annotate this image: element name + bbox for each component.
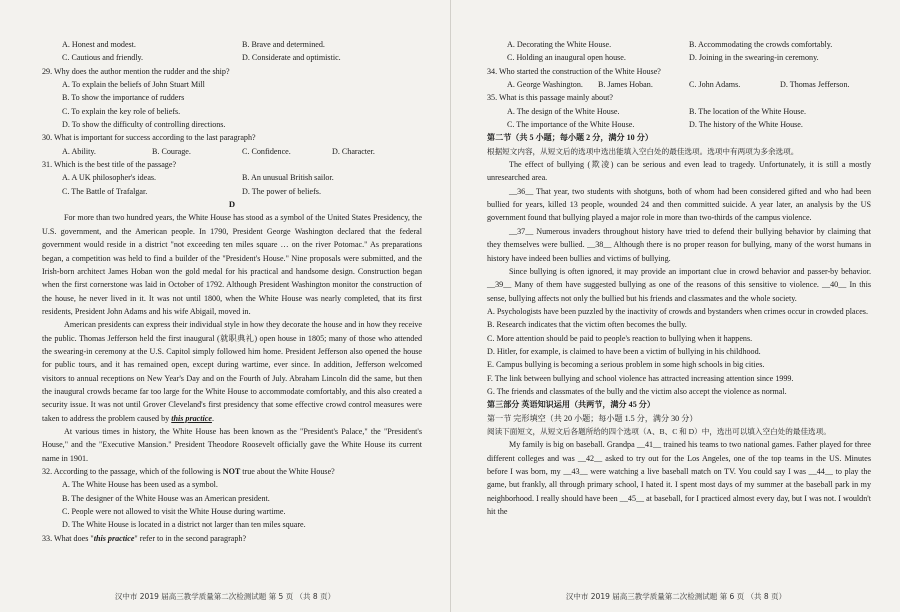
q31-stem: 31. Which is the best title of the passage?: [42, 160, 177, 170]
cloze-para4: Since bullying is often ignored, it may provide an important clue in crowd behavior and passer-by behavior. __39__ Many of them have suggested bullying as one of the reasons of this sensitive to violence. __40__ In this sense, bullying affects not only the bullied but his friends and classmates and the whole society.: [487, 266, 871, 303]
passage-d-para3: At various times in history, the White House has been known as the "President's Palace," the "President's House," and the "Executive Mansion." President Theodore Roosevelt officially gave the White House its current name in 1901.: [42, 426, 422, 463]
q34-option-d: D. Thomas Jefferson.: [780, 80, 850, 90]
part3-title: 第三部分 英语知识运用（共两节，满分 45 分）: [487, 400, 655, 410]
right-column: [487, 38, 871, 518]
q33-option-c: C. Holding an inaugural open house.: [507, 53, 626, 63]
cloze-option-b: B. Research indicates that the victim often becomes the bully.: [487, 320, 687, 330]
q32-option-b: B. The designer of the White House was an American president.: [62, 493, 270, 503]
q31-option-a: A. A UK philosopher's ideas.: [62, 173, 157, 183]
q30-stem: 30. What is important for success according to the last paragraph?: [42, 133, 256, 143]
q34-option-c: C. John Adams.: [689, 80, 741, 90]
passage-d-para2: [42, 318, 422, 425]
q33-stem-after: " refer to in the second paragraph?: [134, 533, 247, 543]
cloze-para3: __37__ Numerous invaders throughout history have tried to defend their bullying behavior by claiming that they themselves were bullied. __38__ Although there is no proper reason for bullying, many of the worst humans in history have indeed been bullies and victims of bullying.: [487, 226, 871, 263]
cloze2-passage: My family is big on baseball. Grandpa __41__ trained his teams to two national games. Father played for three different colleges and was __42__ asked to try out for the Los Angeles, one of the top teams in the US. Minutes before I was born, my __43__ were watching a live baseball match on TV. You could say I was __44__ to play the game, but frankly, all through primary school, I hated it. I spent most days of my summer at the baseball park in my neighborhood. I really should have been __45__ at baseball, for I practiced almost every day, but I was not. I wouldn't hit the: [487, 440, 871, 517]
cloze-para2: __36__ That year, two students with shotguns, both of whom had been considered gifted and who had been bullied for years, killed 13 people, wounded 24 and then committed suicide. A year later, an analysis by the US government found that bullying played a major role in more than two-thirds of the campus violence.: [487, 186, 871, 223]
q35-options-row1: [487, 105, 871, 118]
q29-option-c: C. To explain the key role of beliefs.: [62, 106, 181, 116]
q35-option-a: A. The design of the White House.: [507, 106, 620, 116]
q34-option-b: B. James Hoban.: [598, 80, 653, 90]
passage-d-label: D: [228, 199, 236, 210]
q34-option-a: A. George Washington.: [507, 80, 583, 90]
left-column: [42, 38, 422, 545]
q35-stem: 35. What is this passage mainly about?: [487, 93, 613, 103]
q33-keyword: this practice: [93, 533, 135, 543]
q33-option-b: B. Accommodating the crowds comfortably.: [689, 40, 833, 49]
q31-options-row1: [42, 171, 422, 184]
q28-option-c: C. Cautious and friendly.: [62, 53, 144, 63]
part3-instructions: 阅读下面短文，从短文后各题所给的四个选项（A、B、C 和 D）中，选出可以填入空白处的最佳选项。: [487, 426, 831, 436]
section2-title: 第二节（共 5 小题；每小题 2 分，满分 10 分）: [487, 133, 653, 143]
para2-text: American presidents can express their individual style in how they decorate the house and in how they receive the public. Thomas Jefferson held the first inaugural (就职典礼) open house in 1805; many of those who attended the swearing-in ceremony at the U.S. Capitol simply followed him home. President Jefferson also opened the house for public tours, and it has remained open, except during wartime, ever since. In addition, Jefferson welcomed visitors to annual receptions on New Year's Day and on the Fourth of July. Abraham Lincoln did the same, but then the inaugural crowds became far too large for the White House to accommodate comfortably, and this also created a security issue. It was not until Grover Cleveland's first presidency that some effective crowd control measures were taken to address the problem caused by: [42, 320, 422, 423]
cloze-option-d: D. Hitler, for example, is claimed to have been a victim of bullying in his childhood.: [487, 346, 761, 356]
cloze-option-f: F. The link between bullying and school violence has attracted increasing attention since 1999.: [487, 373, 794, 383]
q32-not-emphasis: NOT: [222, 467, 241, 476]
q28-option-d: D. Considerate and optimistic.: [242, 53, 341, 63]
q30-option-b: B. Courage.: [152, 146, 191, 156]
this-practice-keyword: this practice: [171, 413, 212, 423]
q33-option-d: D. Joining in the swearing-in ceremony.: [689, 53, 819, 63]
section2-instructions: 根据短文内容，从短文后的选项中选出能填入空白处的最佳选项。选项中有两项为多余选项。: [487, 146, 799, 156]
q31-option-c: C. The Battle of Trafalgar.: [62, 186, 148, 196]
q30-options: [42, 145, 422, 158]
q33-options-row2: [487, 51, 871, 64]
q35-option-c: C. The importance of the White House.: [507, 120, 635, 130]
q35-option-d: D. The history of the White House.: [689, 120, 803, 130]
q34-options: [487, 78, 871, 91]
q30-option-a: A. Ability.: [62, 146, 96, 156]
cloze-option-g: G. The friends and classmates of the bully and the victim also accept the violence as normal.: [487, 386, 787, 396]
q33-options-row1: [487, 38, 871, 51]
q31-options-row2: [42, 185, 422, 198]
q33-stem-before: 33. What does ": [42, 533, 94, 543]
cloze-option-a: A. Psychologists have been puzzled by the inactivity of crowds and bystanders when crimes occur in crowded places.: [487, 306, 868, 316]
q32-stem-after: true about the White House?: [240, 467, 335, 476]
q31-option-b: B. An unusual British sailor.: [242, 173, 334, 183]
q29-option-d: D. To show the difficulty of controlling directions.: [62, 120, 226, 130]
right-page-footer: 汉中市 2019 届高三教学质量第二次检测试题 第 6 页 （共 8 页）: [565, 592, 787, 601]
q32-stem-before: 32. According to the passage, which of the following is: [42, 467, 223, 476]
cloze-para1: The effect of bullying (欺凌) can be serious and even lead to tragedy. Unfortunately, it is still a mostly unresearched area.: [487, 160, 871, 183]
part3-section1-title: 第一节 完形填空（共 20 小题；每小题 1.5 分，满分 30 分）: [487, 413, 698, 423]
q31-option-d: D. The power of beliefs.: [242, 186, 321, 196]
q29-option-a: A. To explain the beliefs of John Stuart Mill: [62, 80, 205, 90]
q28-options-row1: [42, 38, 422, 51]
q28-option-a: A. Honest and modest.: [62, 40, 136, 49]
q34-stem: 34. Who started the construction of the White House?: [487, 66, 661, 76]
q32-option-d: D. The White House is located in a district not larger than ten miles square.: [62, 520, 306, 530]
q33-option-a: A. Decorating the White House.: [507, 40, 612, 49]
q32-option-a: A. The White House has been used as a symbol.: [62, 480, 218, 490]
q33-stem: [42, 532, 422, 545]
cloze-option-c: C. More attention should be paid to people's reaction to bullying when it happens.: [487, 333, 753, 343]
q28-option-b: B. Brave and determined.: [242, 40, 325, 49]
q32-stem: [42, 465, 422, 478]
q35-option-b: B. The location of the White House.: [689, 106, 807, 116]
q35-options-row2: [487, 118, 871, 131]
q29-stem: 29. Why does the author mention the rudder and the ship?: [42, 66, 230, 76]
cloze-option-e: E. Campus bullying is becoming a serious problem in some high schools in big cities.: [487, 360, 765, 370]
right-page: [450, 0, 900, 612]
left-page-footer: 汉中市 2019 届高三教学质量第二次检测试题 第 5 页 （共 8 页）: [114, 592, 336, 601]
q32-option-c: C. People were not allowed to visit the White House during wartime.: [62, 507, 286, 517]
q30-option-d: D. Character.: [332, 146, 375, 156]
q30-option-c: C. Confidence.: [242, 146, 291, 156]
q28-options-row2: [42, 51, 422, 64]
q29-option-b: B. To show the importance of rudders: [62, 93, 185, 103]
passage-d-para1: For more than two hundred years, the White House has stood as a symbol of the United States Presidency, the U.S. government, and the American people. In 1790, President George Washington declared that the federal government would reside in a district "not exceeding ten miles square … on the river Potomac." As preparations began, a competition was held to find a builder of the "President's House." Nine proposals were submitted, and the Irish-born architect James Hoban won the gold medal for his practical and handsome design. Construction began when the first cornerstone was laid in October of 1792. Although President Washington monitor the construction of the house, he never lived in it. It was not until 1800, when the White House was nearly completed, that its first residents, President John Adams and his wife Abigail, moved in.: [42, 213, 422, 316]
para2-end: .: [211, 413, 214, 423]
